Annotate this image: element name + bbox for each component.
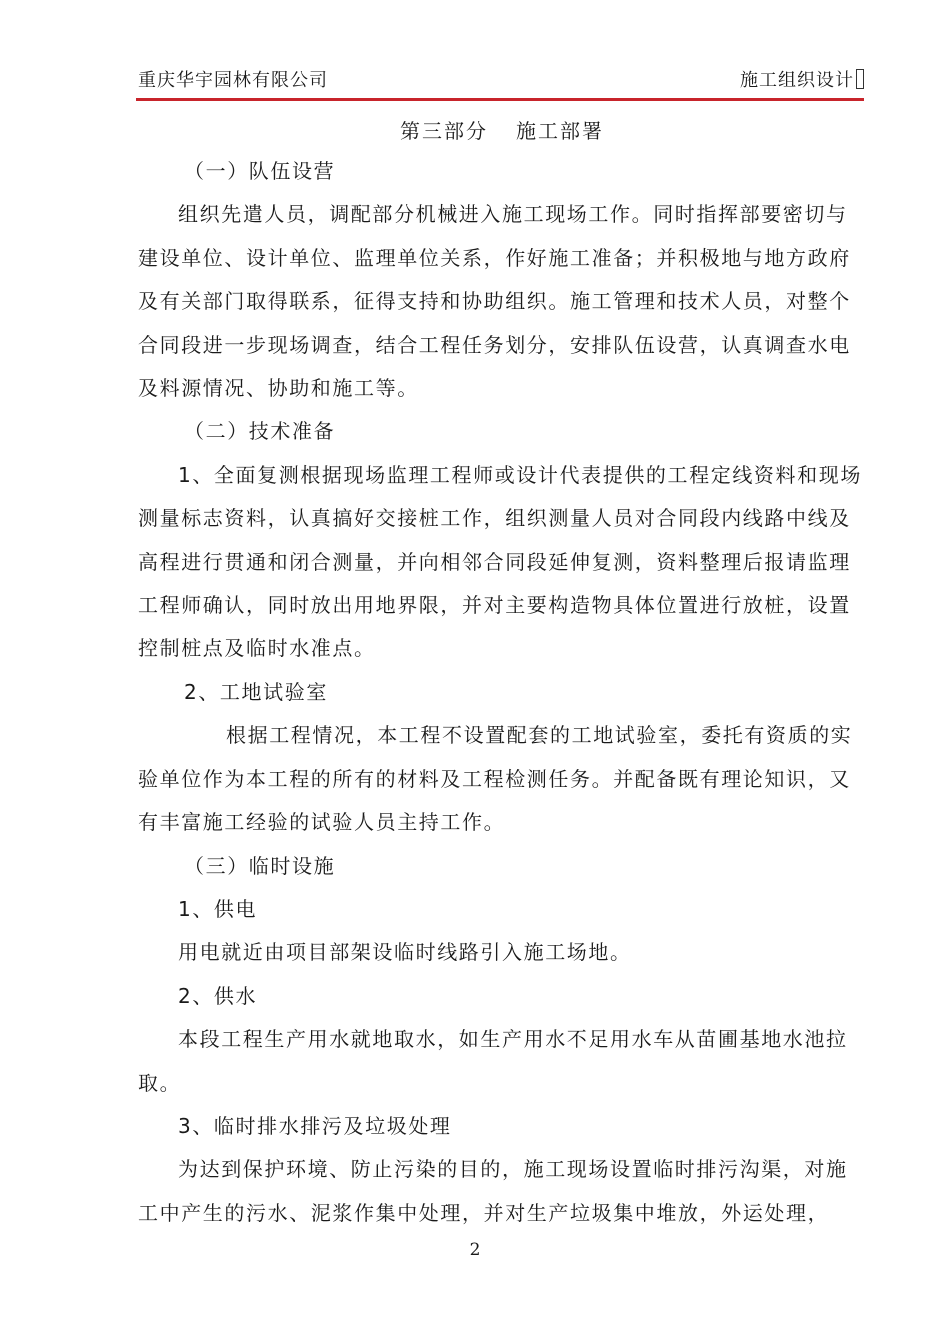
subsection-heading: 1、供电 [178, 896, 258, 921]
subsection-heading: 2、供水 [178, 983, 258, 1008]
body-paragraph: 组织先遣人员，调配部分机械进入施工现场工作。同时指挥部要密切与建设单位、设计单位、监理单位关系，作好施工准备；并积极地与地方政府及有关部门取得联系，征得支持和协助组织。施工管理和技术人员，对整个合同段进一步现场调查，结合工程任务划分，安排队伍设营，认真调查水电及料源情况、协助和施工等。 [138, 202, 851, 401]
header-marker-box [856, 69, 864, 89]
body-paragraph: 用电就近由项目部架设临时线路引入施工场地。 [178, 940, 632, 965]
header-doc-title-wrap [740, 66, 864, 92]
body-paragraph: 为达到保护环境、防止污染的目的，施工现场设置临时排污沟渠，对施工中产生的污水、泥浆作集中处理，并对生产垃圾集中堆放，外运处理， [138, 1157, 848, 1225]
header-rule [136, 98, 864, 101]
body-paragraph: 1、全面复测根据现场监理工程师或设计代表提供的工程定线资料和现场测量标志资料，认真搞好交接桩工作，组织测量人员对合同段内线路中线及高程进行贯通和闭合测量，并向相邻合同段延伸复测，资料整理后报请监理工程师确认，同时放出用地界限，并对主要构造物具体位置进行放桩，设置控制桩点及临时水准点。 [138, 462, 862, 661]
subsection-heading: 2、工地试验室 [184, 679, 328, 704]
section-heading-3: （三）临时设施 [184, 853, 336, 878]
body-paragraph: 根据工程情况，本工程不设置配套的工地试验室，委托有资质的实验单位作为本工程的所有的材料及工程检测任务。并配备既有理论知识，又有丰富施工经验的试验人员主持工作。 [138, 723, 853, 835]
page-title [138, 112, 866, 150]
subsection-heading: 3、临时排水排污及垃圾处理 [178, 1113, 452, 1138]
title-name: 施工部署 [516, 119, 604, 143]
page-number: 2 [469, 1240, 481, 1260]
section-heading-1: （一）队伍设营 [184, 159, 336, 183]
header-company: 重庆华宇园林有限公司 [138, 70, 328, 91]
header-doc-title: 施工组织设计 [740, 70, 854, 91]
page-content [138, 112, 866, 1235]
section-heading-2: （二）技术准备 [184, 419, 336, 444]
title-part: 第三部分 [400, 119, 488, 143]
body-paragraph: 本段工程生产用水就地取水，如生产用水不足用水车从苗圃基地水池拉取。 [138, 1027, 848, 1095]
